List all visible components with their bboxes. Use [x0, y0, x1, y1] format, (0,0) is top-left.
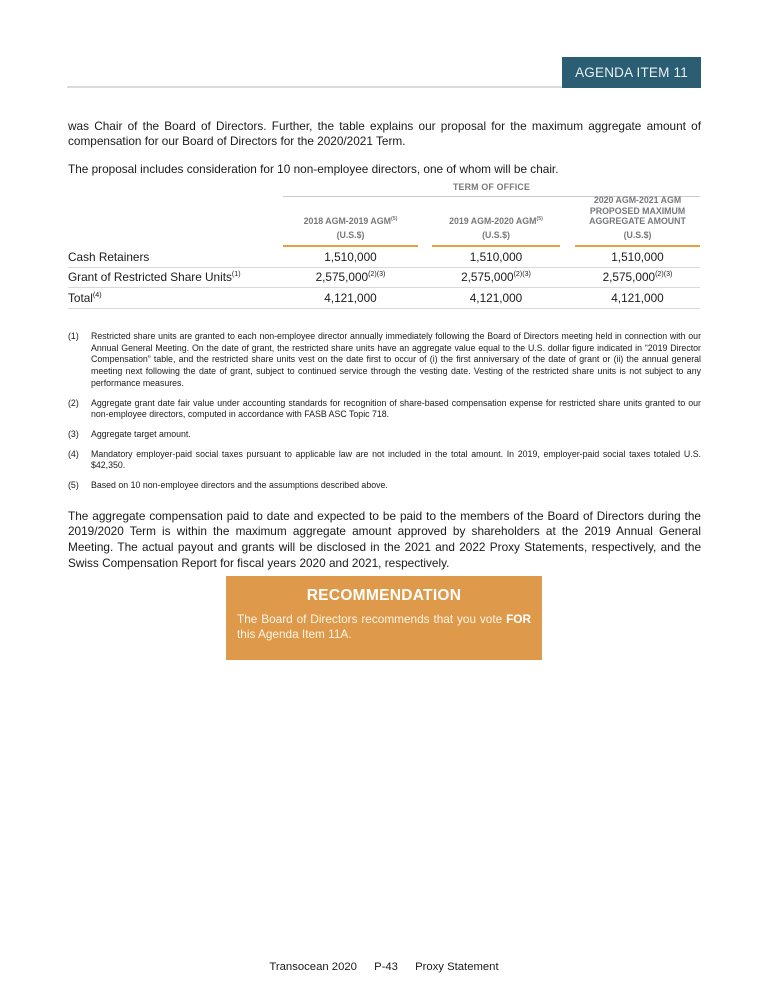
footnote-text: Based on 10 non-employee directors and the assumptions described above. — [91, 480, 388, 491]
column-title — [575, 195, 700, 227]
cell-footnote-ref: (2)(3) — [655, 270, 673, 279]
footnote-marker: (3) — [68, 428, 79, 439]
footnote-text: Mandatory employer-paid social taxes pursuant to applicable law are not included in the total amount. In 2019, employer-paid social taxes totaled U.S. $42,350. — [91, 448, 701, 471]
header-spacer — [68, 197, 283, 247]
footnote-marker: (4) — [68, 448, 79, 459]
cell-value: 2,575,000 — [461, 270, 514, 284]
footnote-marker: (2) — [68, 397, 79, 408]
column-title-text: 2020 AGM-2021 AGM PROPOSED MAXIMUM AGGREGATE AMOUNT — [589, 194, 686, 227]
recommendation-body-text: this Agenda Item 11A. — [237, 626, 352, 641]
agenda-item-badge: AGENDA ITEM 11 — [562, 57, 701, 88]
footnotes-section — [68, 331, 701, 500]
table-row-total — [68, 288, 700, 309]
row-label — [68, 250, 283, 264]
cell-footnote-ref: (2)(3) — [513, 270, 531, 279]
cell-value: 2,575,000 — [315, 270, 369, 284]
column-title-footnote-ref: (5) — [536, 216, 543, 223]
column-header-2019-2020 — [432, 197, 560, 247]
footer-doc-title: Proxy Statement — [415, 961, 499, 973]
compensation-table — [68, 182, 700, 309]
column-header-2018-2019 — [283, 197, 418, 247]
cell-value: 1,510,000 — [611, 249, 664, 264]
row-label-footnote-ref: (4) — [92, 290, 102, 299]
intro-paragraph-2: The proposal includes consideration for 10 non-employee directors, one of whom will be chair. — [68, 161, 559, 176]
footnote-text: Aggregate target amount. — [91, 428, 191, 439]
recommendation-body — [237, 612, 531, 642]
footnote-marker: (5) — [68, 480, 79, 491]
footer-brand: Transocean 2020 — [269, 961, 357, 973]
table-cell — [283, 291, 418, 305]
cell-value: 4,121,000 — [324, 290, 377, 305]
table-cell — [432, 270, 560, 284]
footnote-2 — [68, 398, 701, 421]
column-unit: (U.S.$) — [623, 230, 652, 241]
row-label-footnote-ref: (1) — [231, 270, 241, 279]
footer-page-number: P-43 — [374, 961, 398, 973]
cell-value: 1,510,000 — [324, 249, 377, 264]
footnote-1 — [68, 331, 701, 390]
footnote-5 — [68, 480, 701, 492]
footnote-3 — [68, 429, 701, 441]
row-label — [68, 291, 283, 305]
intro-paragraph-1: was Chair of the Board of Directors. Further, the table explains our proposal for the maximum aggregate amount of compensation for our Board of Directors for the 2020/2021 Term. — [68, 118, 701, 149]
table-cell — [283, 250, 418, 264]
cell-value: 1,510,000 — [469, 249, 523, 264]
page-footer — [0, 961, 768, 973]
footnote-text: Aggregate grant date fair value under accounting standards for recognition of share-based compensation expense for restricted share units granted to our non-employee directors, computed in accordance with FASB ASC Topic 718. — [91, 397, 701, 420]
table-cell — [575, 291, 700, 305]
cell-value: 4,121,000 — [469, 290, 523, 305]
table-cell — [575, 270, 700, 284]
column-unit: (U.S.$) — [482, 230, 510, 241]
footnote-text: Restricted share units are granted to each non-employee director annually immediately following the Board of Directors meeting held in connection with our Annual General Meeting. On the date of grant, the restricted share units have an aggregate value equal to the U.S. dollar figure indicated in “2019 Director Compensation” table, and the restricted share units vest on the date first to occur of (i) the first anniversary of the date of grant or (ii) the annual general meeting next following the date of grant, subject to continued service through the vesting date. Vesting of the restricted share units is not subject to any performance measures. — [91, 331, 701, 388]
row-label-text: Grant of Restricted Share Units — [68, 270, 232, 284]
table-cell — [575, 250, 700, 264]
cell-value: 4,121,000 — [611, 290, 664, 305]
recommendation-vote-for: FOR — [506, 612, 531, 626]
footnote-marker: (1) — [68, 331, 79, 341]
column-title-footnote-ref: (5) — [390, 216, 398, 223]
row-label — [68, 270, 283, 284]
table-cell — [432, 250, 560, 264]
row-label-text: Total — [68, 290, 93, 305]
footnote-4 — [68, 449, 701, 472]
table-column-headers — [68, 194, 700, 247]
table-group-header: TERM OF OFFICE — [283, 182, 700, 197]
column-header-2020-2021-proposed — [575, 194, 700, 247]
column-unit: (U.S.$) — [336, 230, 365, 241]
row-label-text: Cash Retainers — [68, 249, 150, 264]
recommendation-body-text: The Board of Directors recommends that you vote — [237, 612, 503, 626]
column-title — [432, 216, 560, 227]
column-title-text: 2019 AGM-2020 AGM — [449, 216, 537, 227]
recommendation-title: RECOMMENDATION — [306, 587, 462, 604]
closing-paragraph: The aggregate compensation paid to date and expected to be paid to the members of the Board of Directors during the 2019/2020 Term is within the maximum aggregate amount approved by shareholders at the 2019 Annual General Meeting. The actual payout and grants will be disclosed in the 2021 and 2022 Proxy Statements, respectively, and the Swiss Compensation Report for fiscal years 2020 and 2021, respectively. — [68, 508, 701, 570]
table-row-cash-retainers — [68, 247, 700, 268]
cell-footnote-ref: (2)(3) — [368, 270, 386, 279]
table-cell — [283, 270, 418, 284]
table-cell — [432, 291, 560, 305]
cell-value: 2,575,000 — [602, 270, 656, 284]
column-title — [283, 216, 418, 227]
table-row-restricted-share-units — [68, 268, 700, 289]
recommendation-box — [226, 576, 542, 660]
column-title-text: 2018 AGM-2019 AGM — [303, 216, 391, 227]
